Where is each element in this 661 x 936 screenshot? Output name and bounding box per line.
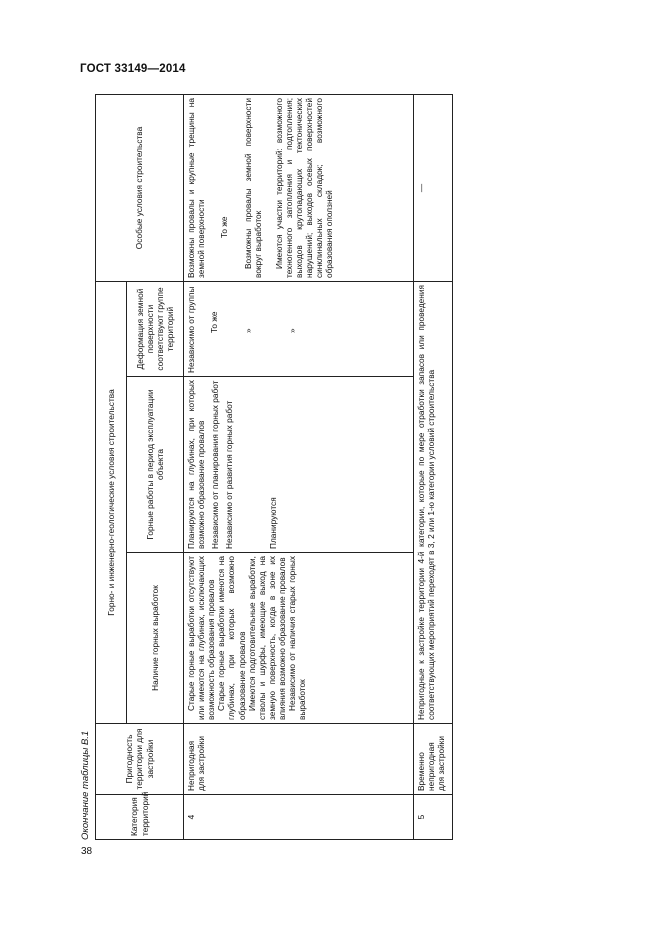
row4-workings-item: Имеются подготовительные выработки, стволы и шурфы, имеющие выход на земную поверхность, когда в зоне их влияния возможно образование провалов [246,556,287,720]
row4-mining-item: Независимо от развития горных работ [224,400,235,549]
document-header: ГОСТ 33149—2014 [80,63,186,75]
row4-special-item: Возможны провалы и крупные трещины на земной поверхности [186,98,207,278]
row5-description: Непригодные к застройке территории 4-й категории, которые по мере отработки запасов или проведения соответствующих мероприятий переходят в 3, 2 или 1-ю категории условий строительства [414,282,453,724]
table-caption: Окончание таблицы В.1 [80,730,91,840]
row5-special: — [414,95,453,282]
page-number: 38 [81,846,93,857]
row4-mining-item: Планируются [268,497,279,549]
row4-workings-item: Независимо от наличия старых горных выработок [287,556,308,720]
row4-mining-item: Планируются на глубинах, при которых возможно образование провалов [186,380,207,549]
header-deformation: Деформация земной поверхности соответствуют группе территорий [127,282,184,377]
header-mine-workings: Наличие горных выработок [127,553,184,724]
row4-deformation-cell [184,282,414,377]
row5-suitability: Временно непригодная для застройки [414,724,453,795]
row4-category: 4 [184,795,414,840]
conditions-table [95,94,453,840]
row4-workings-cell [184,553,414,724]
row4-deformation-item: » [243,328,254,333]
row4-special-item: То же [219,216,230,238]
row4-mining-item: Независимо от планирования горных работ [210,380,221,549]
row4-workings-item: Старые горные выработки отсутствуют или имеются на глубинах, исключающих возможность образования провалов [186,556,217,720]
row4-special-item: Имеются участки территорий: возможного техногенного затопления и подтопления; выходов крутопадающих тектонических нарушений; выходов осевых поверхностей синклинальных складок; возможного образования оползней [273,98,335,278]
header-suitability: Пригодность территории для застройки [96,724,184,795]
table-row-5 [414,95,453,840]
row4-deformation-item: Независимо от группы [186,286,196,373]
row4-suitability: Непригодная для застройки [184,724,414,795]
header-category: Категория территорий [96,795,184,840]
row4-special-cell [184,95,414,282]
row5-category: 5 [414,795,453,840]
rotated-table-area [80,95,455,840]
header-mining-ops: Горные работы в период эксплуатации объекта [127,377,184,553]
row4-deformation-item: » [287,328,298,333]
rotated-table-content [80,95,455,840]
row4-mining-cell [184,377,414,553]
header-special: Особые условия строительства [96,95,184,282]
row4-workings-item: Старые горные выработки имеются на глубинах, при которых возможно образование провалов [216,556,247,720]
header-group: Горно- и инженерно-геологические условия строительства [96,282,127,724]
row4-deformation-item: То же [209,311,220,333]
table-row-4 [184,95,414,840]
table-header-row-1 [96,95,127,840]
row4-special-item: Возможны провалы земной поверхности вокруг выработок [243,98,264,278]
